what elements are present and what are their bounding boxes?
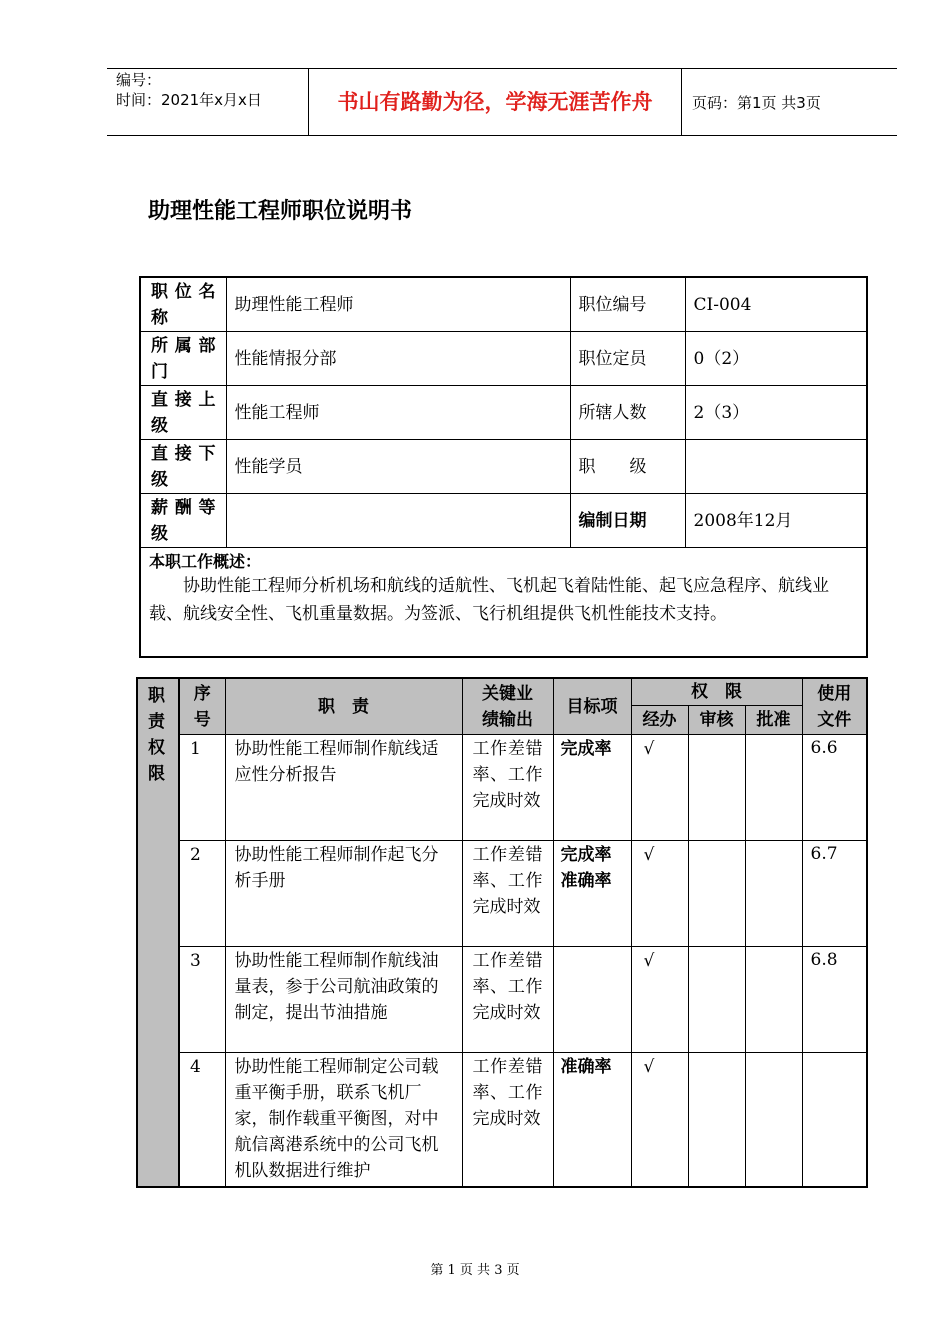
header-authority: 权 限 xyxy=(631,678,802,706)
duty-review-check xyxy=(688,1053,745,1188)
duty-docs: 6.8 xyxy=(802,947,867,1053)
duty-target: 完成率 xyxy=(553,735,631,841)
info-row xyxy=(140,277,867,332)
duty-description: 协助性能工程师制作航线适应性分析报告 xyxy=(225,735,462,841)
position-info-table xyxy=(139,276,868,658)
info-value-2: 2（3） xyxy=(685,386,867,440)
info-label: 薪酬等级 xyxy=(140,494,226,548)
doc-number-label: 编号： xyxy=(116,71,162,89)
duty-handle-check: √ xyxy=(631,1053,688,1188)
page-title: 助理性能工程师职位说明书 xyxy=(148,199,413,224)
duty-handle-check: √ xyxy=(631,947,688,1053)
header-approve: 批准 xyxy=(745,706,802,735)
duty-review-check xyxy=(688,841,745,947)
header-top-rule xyxy=(107,68,897,69)
header-review: 审核 xyxy=(688,706,745,735)
duty-approve-check xyxy=(745,841,802,947)
duty-target: 完成率准确率 xyxy=(553,841,631,947)
info-label: 直接下级 xyxy=(140,440,226,494)
duty-handle-check: √ xyxy=(631,841,688,947)
duty-approve-check xyxy=(745,1053,802,1188)
duty-docs xyxy=(802,1053,867,1188)
info-label-2: 职 级 xyxy=(570,440,685,494)
summary-text: 协助性能工程师分析机场和航线的适航性、飞机起飞着陆性能、起飞应急程序、航线业载、航线安全性、飞机重量数据。为签派、飞行机组提供飞机性能技术支持。 xyxy=(149,576,829,624)
info-label: 所属部门 xyxy=(140,332,226,386)
header-divider-right xyxy=(681,68,682,135)
duty-row xyxy=(137,841,867,947)
duty-seq: 3 xyxy=(179,947,225,1053)
duty-row xyxy=(137,947,867,1053)
info-label-2: 所辖人数 xyxy=(570,386,685,440)
info-label-2: 编制日期 xyxy=(570,494,685,548)
header-handle: 经办 xyxy=(631,706,688,735)
info-value-2: CI-004 xyxy=(685,277,867,332)
duty-sidebar-label: 职责权限 xyxy=(137,678,179,1187)
header-motto: 书山有路勤为径，学海无涯苦作舟 xyxy=(337,90,653,114)
header-kpi: 关键业绩输出 xyxy=(462,678,553,735)
duty-row xyxy=(137,1053,867,1188)
duty-seq: 1 xyxy=(179,735,225,841)
info-label: 直接上级 xyxy=(140,386,226,440)
header-duty: 职 责 xyxy=(225,678,462,735)
info-value-2: 2008年12月 xyxy=(685,494,867,548)
duty-target: 准确率 xyxy=(553,1053,631,1188)
duty-docs: 6.7 xyxy=(802,841,867,947)
duty-description: 协助性能工程师制作航线油量表，参于公司航油政策的制定，提出节油措施 xyxy=(225,947,462,1053)
header-bottom-rule xyxy=(107,135,897,136)
duty-kpi: 工作差错率、工作完成时效 xyxy=(462,841,553,947)
header-docs: 使用文件 xyxy=(802,678,867,735)
info-label: 职位名称 xyxy=(140,277,226,332)
duty-description: 协助性能工程师制定公司载重平衡手册，联系飞机厂家，制作载重平衡图，对中航信离港系统中的公司飞机机队数据进行维护 xyxy=(225,1053,462,1188)
header-seq: 序号 xyxy=(179,678,225,735)
info-row xyxy=(140,386,867,440)
info-value xyxy=(226,494,570,548)
info-label-2: 职位定员 xyxy=(570,332,685,386)
duty-docs: 6.6 xyxy=(802,735,867,841)
info-row xyxy=(140,440,867,494)
duty-row xyxy=(137,735,867,841)
duty-seq: 2 xyxy=(179,841,225,947)
duty-kpi: 工作差错率、工作完成时效 xyxy=(462,735,553,841)
page-number-label: 页码：第1页 共3页 xyxy=(692,94,821,112)
duty-approve-check xyxy=(745,735,802,841)
duty-header-row xyxy=(137,678,867,706)
info-value-2: 0（2） xyxy=(685,332,867,386)
info-row xyxy=(140,332,867,386)
page-footer: 第 1 页 共 3 页 xyxy=(430,1263,520,1278)
summary-row xyxy=(140,548,867,658)
header-divider-left xyxy=(308,68,309,135)
duty-review-check xyxy=(688,947,745,1053)
info-label-2: 职位编号 xyxy=(570,277,685,332)
info-row xyxy=(140,494,867,548)
info-value-2 xyxy=(685,440,867,494)
duty-approve-check xyxy=(745,947,802,1053)
duty-target xyxy=(553,947,631,1053)
header-target: 目标项 xyxy=(553,678,631,735)
info-value: 性能情报分部 xyxy=(226,332,570,386)
duty-description: 协助性能工程师制作起飞分析手册 xyxy=(225,841,462,947)
summary-label: 本职工作概述： xyxy=(149,552,262,571)
duty-kpi: 工作差错率、工作完成时效 xyxy=(462,1053,553,1188)
duty-authority-table xyxy=(136,677,868,1188)
info-value: 助理性能工程师 xyxy=(226,277,570,332)
info-value: 性能学员 xyxy=(226,440,570,494)
doc-time-label: 时间：2021年x月x日 xyxy=(116,91,262,109)
duty-review-check xyxy=(688,735,745,841)
duty-handle-check: √ xyxy=(631,735,688,841)
duty-seq: 4 xyxy=(179,1053,225,1188)
duty-kpi: 工作差错率、工作完成时效 xyxy=(462,947,553,1053)
summary-cell xyxy=(140,548,867,658)
info-value: 性能工程师 xyxy=(226,386,570,440)
